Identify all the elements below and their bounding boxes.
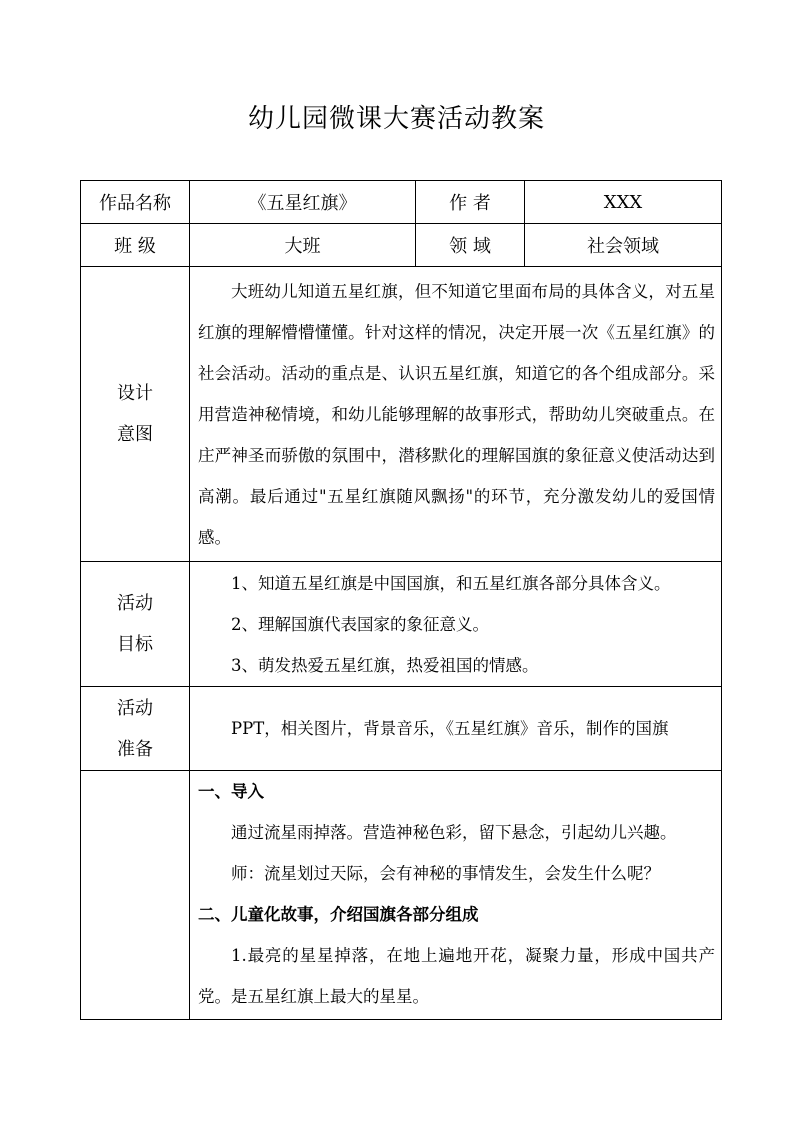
design-label	[81, 267, 190, 562]
design-content	[190, 267, 722, 562]
goals-label-line1: 活动	[117, 593, 153, 614]
page-title: 幼儿园微课大赛活动教案	[247, 104, 545, 134]
row-preparation	[81, 687, 722, 771]
lesson-plan-table	[80, 180, 722, 1020]
section2-title: 二、儿童化故事，介绍国旗各部分组成	[198, 905, 479, 924]
section2-paragraph-1: 1.最亮的星星掉落，在地上遍地开花，凝聚力量，形成中国共产党。是五星红旗上最大的星星。	[198, 946, 715, 1006]
design-label-line1: 设计	[117, 383, 153, 404]
section1-title: 一、导入	[198, 782, 264, 801]
section1-paragraph-2: 师：流星划过天际，会有神秘的事情发生，会发生什么呢？	[231, 864, 660, 883]
class-label: 班 级	[81, 224, 190, 267]
preparation-content	[190, 687, 722, 771]
section1-paragraph-1: 通过流星雨掉落。营造神秘色彩，留下悬念，引起幼儿兴趣。	[231, 823, 677, 842]
goals-content	[190, 562, 722, 687]
goal-item-2: 2、理解国旗代表国家的象征意义。	[231, 614, 489, 634]
work-name-label: 作品名称	[81, 181, 190, 224]
work-name-value: 《五星红旗》	[190, 181, 416, 224]
goals-label	[81, 562, 190, 687]
author-value: XXX	[525, 181, 722, 224]
row-class-info	[81, 224, 722, 267]
goal-item-1: 1、知道五星红旗是中国国旗，和五星红旗各部分具体含义。	[231, 573, 671, 593]
design-text: 大班幼儿知道五星红旗，但不知道它里面布局的具体含义，对五星红旗的理解懵懵懂懂。针对这样的情况，决定开展一次《五星红旗》的社会活动。活动的重点是、认识五星红旗，知道它的各个组成部分。采用营造神秘情境，和幼儿能够理解的故事形式，帮助幼儿突破重点。在庄严神圣而骄傲的氛围中，潜移默化的理解国旗的象征意义使活动达到高潮。最后通过"五星红旗随风飘扬"的环节，充分激发幼儿的爱国情感。	[198, 281, 715, 547]
goal-item-3: 3、萌发热爱五星红旗，热爱祖国的情感。	[231, 655, 539, 675]
goals-label-line2: 目标	[117, 634, 153, 655]
field-value: 社会领域	[525, 224, 722, 267]
row-process	[81, 771, 722, 1020]
preparation-text: PPT，相关图片，背景音乐，《五星红旗》音乐，制作的国旗	[231, 719, 669, 738]
row-goals	[81, 562, 722, 687]
row-design-intent	[81, 267, 722, 562]
preparation-label	[81, 687, 190, 771]
preparation-label-line2: 准备	[117, 738, 153, 760]
author-label: 作 者	[416, 181, 525, 224]
process-label	[81, 771, 190, 1020]
preparation-label-line1: 活动	[117, 697, 153, 719]
row-work-info	[81, 181, 722, 224]
class-value: 大班	[190, 224, 416, 267]
field-label: 领 域	[416, 224, 525, 267]
process-content	[190, 771, 722, 1020]
design-label-line2: 意图	[117, 424, 153, 445]
